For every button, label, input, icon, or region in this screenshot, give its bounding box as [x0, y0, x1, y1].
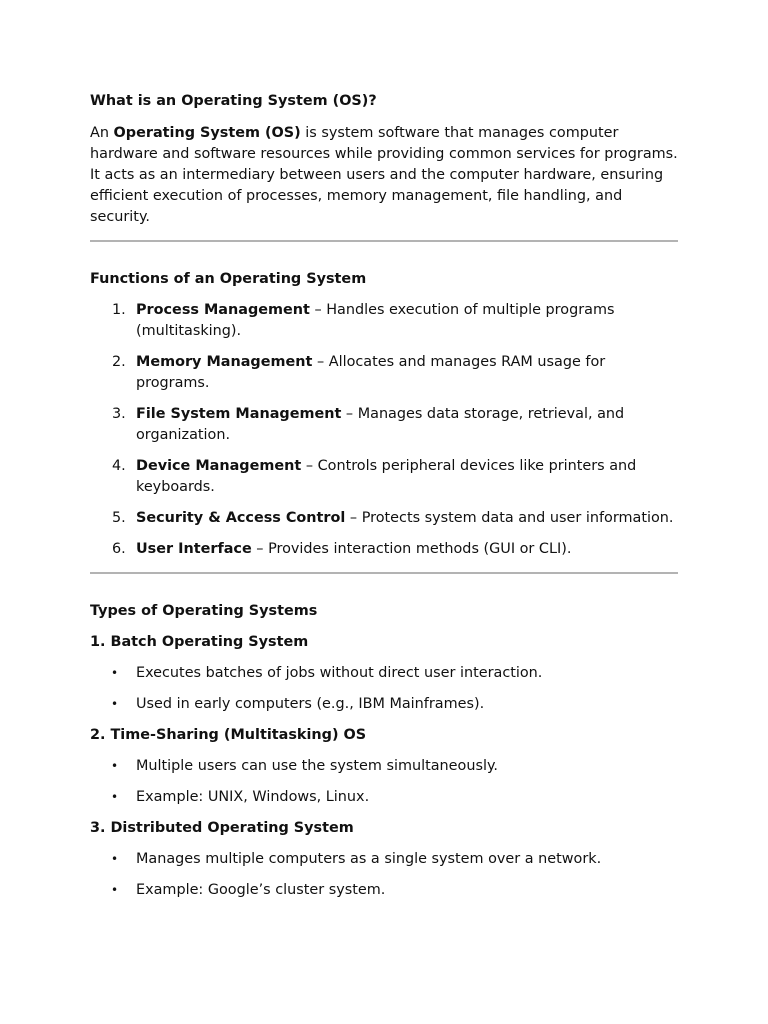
bullet-text: Example: UNIX, Windows, Linux. — [136, 789, 370, 805]
bullet-item — [90, 880, 678, 901]
bullet-text: Executes batches of jobs without direct user interaction. — [136, 665, 543, 681]
bullet-text: Multiple users can use the system simultaneously. — [136, 758, 498, 774]
types-heading: Types of Operating Systems — [90, 603, 318, 619]
intro-text: is system software that manages computer hardware and software resources while providing common services for programs. It acts as an intermediary between users and the computer hardware, ensuring efficient execution of processes, memory management, file handling, and security. — [90, 125, 678, 225]
function-item — [90, 352, 678, 394]
bullet-icon: • — [111, 883, 119, 897]
section-divider — [90, 572, 678, 574]
bullet-item — [90, 756, 678, 777]
function-text: – Controls peripheral devices like printers and keyboards. — [136, 458, 637, 495]
bullet-text: Example: Google’s cluster system. — [136, 882, 386, 898]
bullet-icon: • — [111, 697, 119, 711]
section-divider — [90, 240, 678, 242]
function-item — [90, 300, 678, 342]
type-heading: 2. Time-Sharing (Multitasking) OS — [90, 727, 367, 743]
list-number: 2. — [112, 354, 126, 370]
type-bullets — [90, 849, 678, 901]
bullet-item — [90, 663, 678, 684]
bullet-item — [90, 849, 678, 870]
intro-term: Operating System (OS) — [113, 125, 301, 141]
function-term: Process Management — [136, 302, 310, 318]
function-text: – Manages data storage, retrieval, and organization. — [136, 406, 625, 443]
bullet-item — [90, 787, 678, 808]
bullet-icon: • — [111, 852, 119, 866]
function-term: File System Management — [136, 406, 342, 422]
intro-heading: What is an Operating System (OS)? — [90, 93, 377, 109]
function-term: Memory Management — [136, 354, 313, 370]
function-term: Device Management — [136, 458, 302, 474]
function-term: Security & Access Control — [136, 510, 346, 526]
intro-paragraph — [90, 123, 678, 228]
function-item — [90, 539, 678, 560]
function-text: – Allocates and manages RAM usage for programs. — [136, 354, 606, 391]
functions-heading: Functions of an Operating System — [90, 271, 367, 287]
list-number: 4. — [112, 458, 126, 474]
function-text: – Protects system data and user information. — [345, 510, 674, 526]
function-text: – Handles execution of multiple programs (multitasking). — [136, 302, 615, 339]
bullet-icon: • — [111, 790, 119, 804]
document-page — [90, 91, 678, 901]
bullet-icon: • — [111, 666, 119, 680]
bullet-item — [90, 694, 678, 715]
type-heading: 1. Batch Operating System — [90, 634, 309, 650]
bullet-text: Used in early computers (e.g., IBM Mainframes). — [136, 696, 485, 712]
function-item — [90, 456, 678, 498]
list-number: 5. — [112, 510, 126, 526]
functions-list — [90, 300, 678, 560]
function-item — [90, 404, 678, 446]
type-bullets — [90, 756, 678, 808]
bullet-icon: • — [111, 759, 119, 773]
function-text: – Provides interaction methods (GUI or CLI). — [251, 541, 572, 557]
type-bullets — [90, 663, 678, 715]
type-heading: 3. Distributed Operating System — [90, 820, 354, 836]
list-number: 3. — [112, 406, 126, 422]
function-item — [90, 508, 678, 529]
intro-lead: An — [90, 125, 114, 141]
list-number: 6. — [112, 541, 126, 557]
function-term: User Interface — [136, 541, 252, 557]
bullet-text: Manages multiple computers as a single system over a network. — [136, 851, 602, 867]
list-number: 1. — [112, 302, 126, 318]
